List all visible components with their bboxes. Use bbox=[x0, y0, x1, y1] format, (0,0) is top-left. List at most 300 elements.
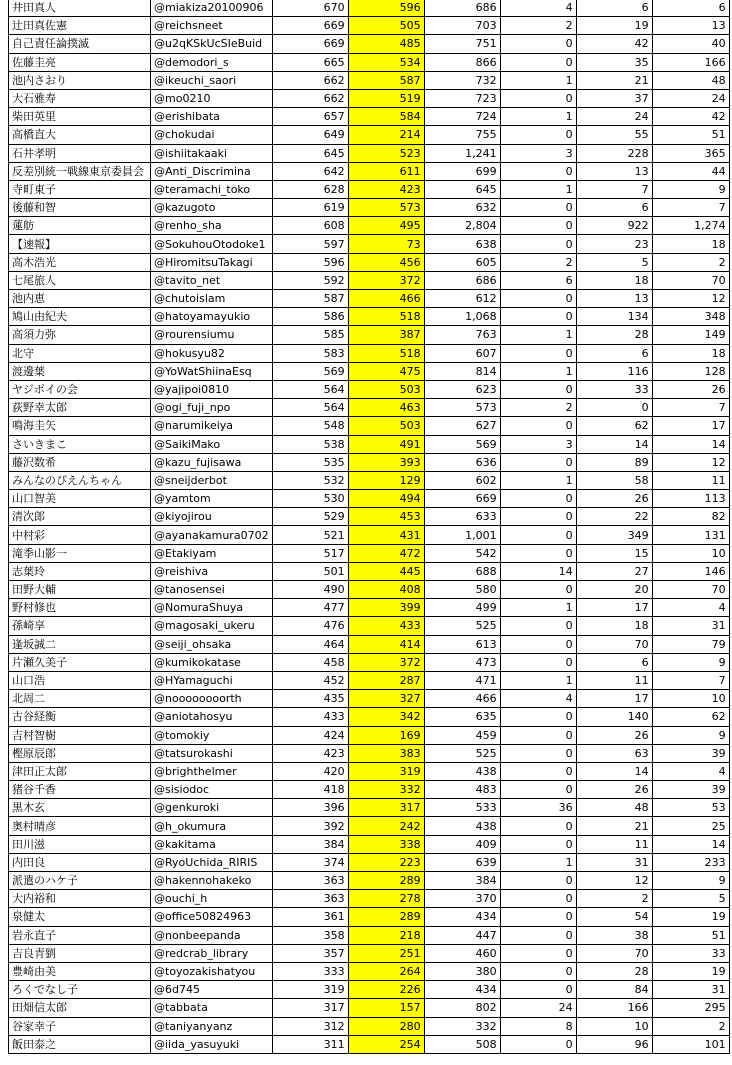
highlighted-value-cell: 218 bbox=[348, 926, 424, 944]
value-cell-4: 1 bbox=[500, 471, 576, 489]
table-body bbox=[9, 0, 730, 1053]
value-cell-4: 4 bbox=[500, 690, 576, 708]
value-cell-6: 53 bbox=[652, 799, 729, 817]
name-cell: 田畑信太郎 bbox=[9, 999, 151, 1017]
table-row bbox=[9, 435, 730, 453]
value-cell-3: 699 bbox=[424, 162, 500, 180]
value-cell-4: 14 bbox=[500, 562, 576, 580]
value-cell-1: 619 bbox=[272, 199, 348, 217]
value-cell-5: 26 bbox=[576, 781, 652, 799]
highlighted-value-cell: 475 bbox=[348, 362, 424, 380]
value-cell-3: 866 bbox=[424, 53, 500, 71]
value-cell-1: 583 bbox=[272, 344, 348, 362]
value-cell-1: 649 bbox=[272, 126, 348, 144]
table-row bbox=[9, 417, 730, 435]
value-cell-3: 438 bbox=[424, 762, 500, 780]
value-cell-1: 669 bbox=[272, 35, 348, 53]
highlighted-value-cell: 596 bbox=[348, 0, 424, 17]
value-cell-4: 0 bbox=[500, 781, 576, 799]
value-cell-3: 751 bbox=[424, 35, 500, 53]
name-cell: 猪谷千香 bbox=[9, 781, 151, 799]
handle-cell: @YoWatShiinaEsq bbox=[151, 362, 273, 380]
value-cell-3: 525 bbox=[424, 617, 500, 635]
value-cell-5: 6 bbox=[576, 0, 652, 17]
value-cell-4: 0 bbox=[500, 762, 576, 780]
value-cell-3: 688 bbox=[424, 562, 500, 580]
name-cell: 柴田英里 bbox=[9, 108, 151, 126]
highlighted-value-cell: 289 bbox=[348, 872, 424, 890]
value-cell-4: 0 bbox=[500, 872, 576, 890]
name-cell: ろくでなし子 bbox=[9, 981, 151, 999]
value-cell-4: 0 bbox=[500, 126, 576, 144]
table-row bbox=[9, 217, 730, 235]
handle-cell: @Anti_Discrimina bbox=[151, 162, 273, 180]
value-cell-3: 612 bbox=[424, 290, 500, 308]
value-cell-5: 28 bbox=[576, 326, 652, 344]
value-cell-3: 635 bbox=[424, 708, 500, 726]
highlighted-value-cell: 423 bbox=[348, 180, 424, 198]
value-cell-4: 1 bbox=[500, 671, 576, 689]
value-cell-3: 703 bbox=[424, 17, 500, 35]
highlighted-value-cell: 254 bbox=[348, 1035, 424, 1053]
value-cell-1: 608 bbox=[272, 217, 348, 235]
value-cell-1: 363 bbox=[272, 872, 348, 890]
value-cell-3: 569 bbox=[424, 435, 500, 453]
highlighted-value-cell: 433 bbox=[348, 617, 424, 635]
value-cell-4: 0 bbox=[500, 835, 576, 853]
value-cell-6: 39 bbox=[652, 744, 729, 762]
handle-cell: @brighthelmer bbox=[151, 762, 273, 780]
value-cell-1: 396 bbox=[272, 799, 348, 817]
value-cell-6: 295 bbox=[652, 999, 729, 1017]
value-cell-5: 48 bbox=[576, 799, 652, 817]
value-cell-1: 433 bbox=[272, 708, 348, 726]
value-cell-4: 0 bbox=[500, 926, 576, 944]
highlighted-value-cell: 466 bbox=[348, 290, 424, 308]
highlighted-value-cell: 332 bbox=[348, 781, 424, 799]
value-cell-4: 0 bbox=[500, 581, 576, 599]
name-cell: 山口浩 bbox=[9, 671, 151, 689]
handle-cell: @iida_yasuyuki bbox=[151, 1035, 273, 1053]
value-cell-3: 434 bbox=[424, 981, 500, 999]
table-row bbox=[9, 853, 730, 871]
highlighted-value-cell: 251 bbox=[348, 944, 424, 962]
value-cell-3: 380 bbox=[424, 962, 500, 980]
value-cell-3: 2,804 bbox=[424, 217, 500, 235]
value-cell-6: 101 bbox=[652, 1035, 729, 1053]
value-cell-3: 473 bbox=[424, 653, 500, 671]
value-cell-1: 569 bbox=[272, 362, 348, 380]
value-cell-1: 435 bbox=[272, 690, 348, 708]
name-cell: 寺町東子 bbox=[9, 180, 151, 198]
value-cell-6: 5 bbox=[652, 890, 729, 908]
name-cell: 樫原辰郎 bbox=[9, 744, 151, 762]
name-cell: 派遣のハケ子 bbox=[9, 872, 151, 890]
value-cell-5: 89 bbox=[576, 453, 652, 471]
value-cell-6: 7 bbox=[652, 671, 729, 689]
value-cell-4: 0 bbox=[500, 162, 576, 180]
highlighted-value-cell: 573 bbox=[348, 199, 424, 217]
value-cell-4: 36 bbox=[500, 799, 576, 817]
name-cell: 高須力弥 bbox=[9, 326, 151, 344]
value-cell-6: 17 bbox=[652, 417, 729, 435]
value-cell-5: 26 bbox=[576, 726, 652, 744]
value-cell-1: 477 bbox=[272, 599, 348, 617]
value-cell-5: 134 bbox=[576, 308, 652, 326]
table-row bbox=[9, 1035, 730, 1053]
value-cell-5: 6 bbox=[576, 344, 652, 362]
value-cell-4: 2 bbox=[500, 399, 576, 417]
value-cell-5: 11 bbox=[576, 671, 652, 689]
handle-cell: @tavito_net bbox=[151, 271, 273, 289]
value-cell-6: 40 bbox=[652, 35, 729, 53]
value-cell-4: 0 bbox=[500, 708, 576, 726]
table-row bbox=[9, 653, 730, 671]
handle-cell: @kakitama bbox=[151, 835, 273, 853]
highlighted-value-cell: 338 bbox=[348, 835, 424, 853]
value-cell-6: 25 bbox=[652, 817, 729, 835]
name-cell: 黒木玄 bbox=[9, 799, 151, 817]
value-cell-5: 42 bbox=[576, 35, 652, 53]
highlighted-value-cell: 327 bbox=[348, 690, 424, 708]
value-cell-6: 9 bbox=[652, 726, 729, 744]
table-row bbox=[9, 71, 730, 89]
value-cell-1: 374 bbox=[272, 853, 348, 871]
value-cell-1: 642 bbox=[272, 162, 348, 180]
value-cell-5: 2 bbox=[576, 890, 652, 908]
name-cell: 津田正太郎 bbox=[9, 762, 151, 780]
value-cell-4: 0 bbox=[500, 308, 576, 326]
table-row bbox=[9, 708, 730, 726]
handle-cell: @nonbeepanda bbox=[151, 926, 273, 944]
value-cell-1: 384 bbox=[272, 835, 348, 853]
table-row bbox=[9, 690, 730, 708]
value-cell-5: 27 bbox=[576, 562, 652, 580]
value-cell-3: 460 bbox=[424, 944, 500, 962]
handle-cell: @toyozakishatyou bbox=[151, 962, 273, 980]
value-cell-4: 0 bbox=[500, 453, 576, 471]
handle-cell: @aniotahosyu bbox=[151, 708, 273, 726]
name-cell: 吉良青劉 bbox=[9, 944, 151, 962]
handle-cell: @reishiva bbox=[151, 562, 273, 580]
value-cell-5: 228 bbox=[576, 144, 652, 162]
handle-cell: @reichsneet bbox=[151, 17, 273, 35]
handle-cell: @hokusyu82 bbox=[151, 344, 273, 362]
value-cell-1: 418 bbox=[272, 781, 348, 799]
value-cell-4: 24 bbox=[500, 999, 576, 1017]
value-cell-1: 585 bbox=[272, 326, 348, 344]
highlighted-value-cell: 264 bbox=[348, 962, 424, 980]
value-cell-6: 233 bbox=[652, 853, 729, 871]
value-cell-4: 3 bbox=[500, 435, 576, 453]
value-cell-4: 0 bbox=[500, 344, 576, 362]
value-cell-6: 42 bbox=[652, 108, 729, 126]
highlighted-value-cell: 472 bbox=[348, 544, 424, 562]
highlighted-value-cell: 287 bbox=[348, 671, 424, 689]
handle-cell: @hatoyamayukio bbox=[151, 308, 273, 326]
value-cell-5: 5 bbox=[576, 253, 652, 271]
value-cell-4: 1 bbox=[500, 326, 576, 344]
value-cell-6: 62 bbox=[652, 708, 729, 726]
highlighted-value-cell: 387 bbox=[348, 326, 424, 344]
handle-cell: @genkuroki bbox=[151, 799, 273, 817]
table-row bbox=[9, 1017, 730, 1035]
highlighted-value-cell: 372 bbox=[348, 653, 424, 671]
value-cell-5: 20 bbox=[576, 581, 652, 599]
handle-cell: @mo0210 bbox=[151, 89, 273, 107]
highlighted-value-cell: 157 bbox=[348, 999, 424, 1017]
value-cell-5: 70 bbox=[576, 944, 652, 962]
value-cell-4: 0 bbox=[500, 380, 576, 398]
value-cell-3: 605 bbox=[424, 253, 500, 271]
value-cell-4: 0 bbox=[500, 726, 576, 744]
value-cell-5: 116 bbox=[576, 362, 652, 380]
name-cell: 【速報】 bbox=[9, 235, 151, 253]
handle-cell: @sneijderbot bbox=[151, 471, 273, 489]
value-cell-3: 645 bbox=[424, 180, 500, 198]
value-cell-6: 48 bbox=[652, 71, 729, 89]
value-cell-3: 508 bbox=[424, 1035, 500, 1053]
name-cell: 豊崎由美 bbox=[9, 962, 151, 980]
table-row bbox=[9, 344, 730, 362]
table-row bbox=[9, 108, 730, 126]
highlighted-value-cell: 399 bbox=[348, 599, 424, 617]
value-cell-4: 0 bbox=[500, 544, 576, 562]
name-cell: 田野大輔 bbox=[9, 581, 151, 599]
value-cell-3: 1,241 bbox=[424, 144, 500, 162]
value-cell-6: 7 bbox=[652, 199, 729, 217]
table-row bbox=[9, 17, 730, 35]
handle-cell: @demodori_s bbox=[151, 53, 273, 71]
value-cell-3: 459 bbox=[424, 726, 500, 744]
table-row bbox=[9, 762, 730, 780]
name-cell: 荻野幸太郎 bbox=[9, 399, 151, 417]
value-cell-6: 365 bbox=[652, 144, 729, 162]
value-cell-3: 332 bbox=[424, 1017, 500, 1035]
value-cell-1: 452 bbox=[272, 671, 348, 689]
value-cell-6: 70 bbox=[652, 271, 729, 289]
value-cell-4: 0 bbox=[500, 744, 576, 762]
value-cell-6: 51 bbox=[652, 926, 729, 944]
name-cell: 渡邊葉 bbox=[9, 362, 151, 380]
highlighted-value-cell: 456 bbox=[348, 253, 424, 271]
name-cell: 後藤和智 bbox=[9, 199, 151, 217]
value-cell-5: 31 bbox=[576, 853, 652, 871]
name-cell: さいきまこ bbox=[9, 435, 151, 453]
value-cell-3: 525 bbox=[424, 744, 500, 762]
value-cell-4: 0 bbox=[500, 981, 576, 999]
value-cell-3: 814 bbox=[424, 362, 500, 380]
value-cell-5: 17 bbox=[576, 599, 652, 617]
name-cell: 七尾旅人 bbox=[9, 271, 151, 289]
value-cell-3: 499 bbox=[424, 599, 500, 617]
value-cell-1: 358 bbox=[272, 926, 348, 944]
highlighted-value-cell: 408 bbox=[348, 581, 424, 599]
value-cell-4: 2 bbox=[500, 17, 576, 35]
name-cell: 逢坂誠二 bbox=[9, 635, 151, 653]
table-row bbox=[9, 544, 730, 562]
value-cell-4: 0 bbox=[500, 635, 576, 653]
name-cell: 奥村晴彦 bbox=[9, 817, 151, 835]
value-cell-4: 0 bbox=[500, 217, 576, 235]
highlighted-value-cell: 278 bbox=[348, 890, 424, 908]
table-row bbox=[9, 635, 730, 653]
highlighted-value-cell: 503 bbox=[348, 380, 424, 398]
value-cell-1: 657 bbox=[272, 108, 348, 126]
value-cell-3: 632 bbox=[424, 199, 500, 217]
value-cell-6: 131 bbox=[652, 526, 729, 544]
handle-cell: @yamtom bbox=[151, 490, 273, 508]
handle-cell: @kumikokatase bbox=[151, 653, 273, 671]
value-cell-6: 19 bbox=[652, 908, 729, 926]
value-cell-6: 9 bbox=[652, 653, 729, 671]
name-cell: 高木浩光 bbox=[9, 253, 151, 271]
value-cell-1: 392 bbox=[272, 817, 348, 835]
handle-cell: @SaikiMako bbox=[151, 435, 273, 453]
value-cell-1: 521 bbox=[272, 526, 348, 544]
handle-cell: @RyoUchida_RIRIS bbox=[151, 853, 273, 871]
table-row bbox=[9, 199, 730, 217]
name-cell: 飯田泰之 bbox=[9, 1035, 151, 1053]
value-cell-4: 0 bbox=[500, 235, 576, 253]
value-cell-5: 13 bbox=[576, 290, 652, 308]
highlighted-value-cell: 495 bbox=[348, 217, 424, 235]
name-cell: 大内裕和 bbox=[9, 890, 151, 908]
value-cell-6: 79 bbox=[652, 635, 729, 653]
value-cell-1: 669 bbox=[272, 17, 348, 35]
value-cell-5: 6 bbox=[576, 653, 652, 671]
highlighted-value-cell: 453 bbox=[348, 508, 424, 526]
value-cell-4: 0 bbox=[500, 290, 576, 308]
value-cell-1: 490 bbox=[272, 581, 348, 599]
value-cell-3: 573 bbox=[424, 399, 500, 417]
table-row bbox=[9, 490, 730, 508]
value-cell-3: 1,068 bbox=[424, 308, 500, 326]
highlighted-value-cell: 611 bbox=[348, 162, 424, 180]
table-row bbox=[9, 926, 730, 944]
value-cell-4: 1 bbox=[500, 362, 576, 380]
table-row bbox=[9, 326, 730, 344]
handle-cell: @tatsurokashi bbox=[151, 744, 273, 762]
table-row bbox=[9, 835, 730, 853]
value-cell-6: 128 bbox=[652, 362, 729, 380]
name-cell: 大石雅寿 bbox=[9, 89, 151, 107]
handle-cell: @magosaki_ukeru bbox=[151, 617, 273, 635]
value-cell-4: 0 bbox=[500, 653, 576, 671]
value-cell-1: 532 bbox=[272, 471, 348, 489]
value-cell-4: 0 bbox=[500, 890, 576, 908]
handle-cell: @HiromitsuTakagi bbox=[151, 253, 273, 271]
value-cell-5: 33 bbox=[576, 380, 652, 398]
value-cell-6: 31 bbox=[652, 981, 729, 999]
table-row bbox=[9, 35, 730, 53]
table-row bbox=[9, 253, 730, 271]
value-cell-6: 31 bbox=[652, 617, 729, 635]
value-cell-6: 7 bbox=[652, 399, 729, 417]
value-cell-6: 4 bbox=[652, 762, 729, 780]
name-cell: 井田真人 bbox=[9, 0, 151, 17]
value-cell-1: 311 bbox=[272, 1035, 348, 1053]
value-cell-4: 1 bbox=[500, 180, 576, 198]
value-cell-4: 2 bbox=[500, 253, 576, 271]
handle-cell: @tomokiy bbox=[151, 726, 273, 744]
value-cell-3: 686 bbox=[424, 271, 500, 289]
highlighted-value-cell: 73 bbox=[348, 235, 424, 253]
name-cell: 佐藤圭亮 bbox=[9, 53, 151, 71]
value-cell-5: 10 bbox=[576, 1017, 652, 1035]
name-cell: 野村修也 bbox=[9, 599, 151, 617]
handle-cell: @tanosensei bbox=[151, 581, 273, 599]
value-cell-1: 587 bbox=[272, 290, 348, 308]
value-cell-3: 466 bbox=[424, 690, 500, 708]
highlighted-value-cell: 494 bbox=[348, 490, 424, 508]
value-cell-6: 19 bbox=[652, 962, 729, 980]
table-row bbox=[9, 781, 730, 799]
value-cell-3: 669 bbox=[424, 490, 500, 508]
table-row bbox=[9, 890, 730, 908]
value-cell-5: 15 bbox=[576, 544, 652, 562]
value-cell-4: 6 bbox=[500, 271, 576, 289]
value-cell-6: 33 bbox=[652, 944, 729, 962]
value-cell-3: 638 bbox=[424, 235, 500, 253]
highlighted-value-cell: 519 bbox=[348, 89, 424, 107]
value-cell-5: 96 bbox=[576, 1035, 652, 1053]
handle-cell: @Etakiyam bbox=[151, 544, 273, 562]
value-cell-1: 564 bbox=[272, 380, 348, 398]
value-cell-6: 12 bbox=[652, 290, 729, 308]
table-row bbox=[9, 271, 730, 289]
handle-cell: @chokudai bbox=[151, 126, 273, 144]
highlighted-value-cell: 491 bbox=[348, 435, 424, 453]
value-cell-4: 1 bbox=[500, 108, 576, 126]
value-cell-1: 586 bbox=[272, 308, 348, 326]
handle-cell: @renho_sha bbox=[151, 217, 273, 235]
handle-cell: @taniyanyanz bbox=[151, 1017, 273, 1035]
value-cell-6: 10 bbox=[652, 544, 729, 562]
table-row bbox=[9, 53, 730, 71]
table-row bbox=[9, 981, 730, 999]
handle-cell: @office50824963 bbox=[151, 908, 273, 926]
value-cell-3: 755 bbox=[424, 126, 500, 144]
highlighted-value-cell: 393 bbox=[348, 453, 424, 471]
table-row bbox=[9, 962, 730, 980]
value-cell-4: 0 bbox=[500, 962, 576, 980]
value-cell-1: 317 bbox=[272, 999, 348, 1017]
value-cell-1: 361 bbox=[272, 908, 348, 926]
value-cell-6: 1,274 bbox=[652, 217, 729, 235]
highlighted-value-cell: 503 bbox=[348, 417, 424, 435]
name-cell: 孫崎享 bbox=[9, 617, 151, 635]
handle-cell: @hakennohakeko bbox=[151, 872, 273, 890]
value-cell-4: 1 bbox=[500, 71, 576, 89]
value-cell-4: 0 bbox=[500, 53, 576, 71]
name-cell: 田川滋 bbox=[9, 835, 151, 853]
highlighted-value-cell: 383 bbox=[348, 744, 424, 762]
highlighted-value-cell: 518 bbox=[348, 308, 424, 326]
value-cell-4: 0 bbox=[500, 817, 576, 835]
handle-cell: @kazugoto bbox=[151, 199, 273, 217]
table-row bbox=[9, 290, 730, 308]
table-row bbox=[9, 508, 730, 526]
table-row bbox=[9, 144, 730, 162]
value-cell-1: 357 bbox=[272, 944, 348, 962]
value-cell-6: 18 bbox=[652, 344, 729, 362]
handle-cell: @ayanakamura0702 bbox=[151, 526, 273, 544]
value-cell-5: 12 bbox=[576, 872, 652, 890]
highlighted-value-cell: 223 bbox=[348, 853, 424, 871]
value-cell-6: 44 bbox=[652, 162, 729, 180]
name-cell: 滝季山影一 bbox=[9, 544, 151, 562]
